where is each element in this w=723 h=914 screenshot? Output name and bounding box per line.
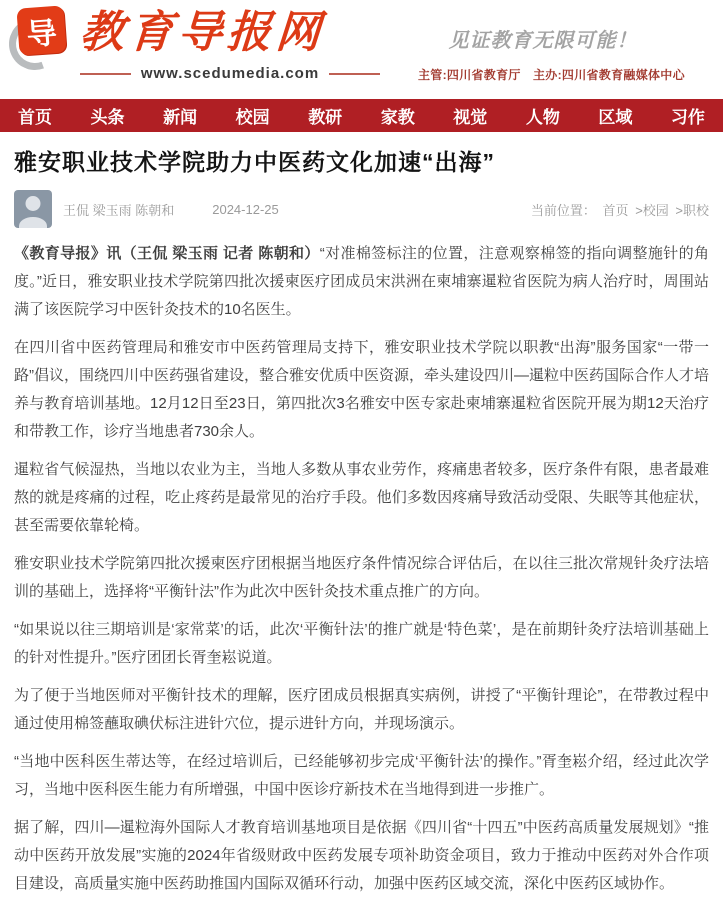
article-authors: 王侃 梁玉雨 陈朝和 [63,202,175,218]
article-paragraph-6 [14,682,709,738]
breadcrumb-vocational[interactable]: >职校 [675,202,709,218]
logo-badge-icon: 导 [16,5,66,55]
site-logo[interactable] [10,4,370,82]
site-management-info: 主管:四川省教育厅 主办:四川省教育融媒体中心 [418,68,685,82]
site-name: 教育导报网 [78,7,327,58]
site-url: www.scedumedia.com [140,65,320,82]
nav-item-people[interactable]: 人物 [525,108,560,127]
site-url-row [80,65,380,82]
breadcrumb-campus[interactable]: >校园 [635,202,669,218]
avatar-person-icon [26,196,41,211]
breadcrumb [531,200,709,219]
site-header [0,0,723,99]
article-paragraph-4 [14,550,709,606]
breadcrumb-home[interactable]: 首页 [602,202,629,218]
paragraph-text: “对准棉签标注的位置，注意观察棉签的指向调整施针的角度。”近日，雅安职业技术学院第四批次援柬医疗团成员宋洪洲在柬埔寨暹粒省医院为病人治疗时，周围站满了该医院学习中医针灸技术的10名医生。 [14,245,710,318]
nav-item-campus[interactable]: 校园 [235,108,270,127]
site-slogan: 见证教育无限可能！ [448,28,638,52]
article-paragraph-2 [14,334,709,446]
nav-item-news[interactable]: 新闻 [163,108,198,127]
avatar-person-body-icon [19,217,47,228]
article-content [0,147,723,914]
url-divider-left [80,73,131,75]
header-right [418,24,685,83]
paragraph-text: 雅安职业技术学院第四批次援柬医疗团根据当地医疗条件情况综合评估后，在以往三批次常规针灸疗法培训的基础上，选择将“平衡针法”作为此次中医针灸技术重点推广的方向。 [14,555,709,600]
paragraph-text: 为了便于当地医师对平衡针技术的理解，医疗团成员根据真实病例，讲授了“平衡针理论”，在带教过程中通过使用棉签蘸取碘伏标注进针穴位，提示进针方向，并现场演示。 [14,687,709,732]
breadcrumb-label: 当前位置： [530,202,596,218]
paragraph-text: 暹粒省气候湿热，当地以农业为主，当地人多数从事农业劳作，疼痛患者较多，医疗条件有限，患者最难熬的就是疼痛的过程，吃止疼药是最常见的治疗手段。他们多数因疼痛导致活动受限、失眠等其他症状，甚至需要依靠轮椅。 [14,461,709,534]
paragraph-lead: 《教育导报》讯（王侃 梁玉雨 记者 陈朝和） [14,245,320,262]
article-date: 2024-12-25 [212,201,279,217]
url-divider-right [329,73,380,75]
author-avatar [14,190,52,228]
article-paragraph-7 [14,748,709,804]
logo-mark [10,4,74,82]
article-byline [14,188,709,230]
nav-item-family-education[interactable]: 家教 [380,108,415,127]
nav-item-home[interactable]: 首页 [18,108,52,127]
article-paragraph-1 [14,240,709,324]
nav-item-headlines[interactable]: 头条 [90,108,125,127]
article-body [14,240,709,898]
article-paragraph-3 [14,456,709,540]
main-nav [0,99,723,132]
article-paragraph-5 [14,616,709,672]
nav-item-teaching-research[interactable]: 教研 [308,108,343,127]
article-title: 雅安职业技术学院助力中医药文化加速“出海” [14,149,495,175]
paragraph-text: “如果说以往三期培训是‘家常菜’的话，此次‘平衡针法’的推广就是‘特色菜’，是在前期针灸疗法培训基础上的针对性提升。”医疗团团长胥奎崧说道。 [14,621,709,666]
nav-item-region[interactable]: 区域 [598,108,633,127]
article-paragraph-8 [14,814,709,898]
logo-text-column [80,4,370,82]
nav-item-visual[interactable]: 视觉 [453,108,488,127]
nav-item-writing[interactable]: 习作 [670,108,705,127]
paragraph-text: 在四川省中医药管理局和雅安市中医药管理局支持下，雅安职业技术学院以职教“出海”服务国家“一带一路”倡议，围绕四川中医药强省建设，整合雅安优质中医资源，牵头建设四川—暹粒中医药国际合作人才培养与教育培训基地。12月12日至23日，第四批次3名雅安中医专家赴柬埔寨暹粒省医院开展为期12天治疗和带教工作，诊疗当地患者730余人。 [14,339,709,440]
paragraph-text: “当地中医科医生蒂达等，在经过培训后，已经能够初步完成‘平衡针法’的操作。”胥奎崧介绍，经过此次学习，当地中医科医生能力有所增强，中国中医诊疗新技术在当地得到进一步推广。 [14,753,709,798]
paragraph-text: 据了解，四川—暹粒海外国际人才教育培训基地项目是依据《四川省“十四五”中医药高质量发展规划》“推动中医药开放发展”实施的2024年省级财政中医药发展专项补助资金项目，致力于推动中医药对外合作项目建设，高质量实施中医药助推国内国际双循环行动，加强中医药区域交流，深化中医药区域协作。 [14,819,709,892]
